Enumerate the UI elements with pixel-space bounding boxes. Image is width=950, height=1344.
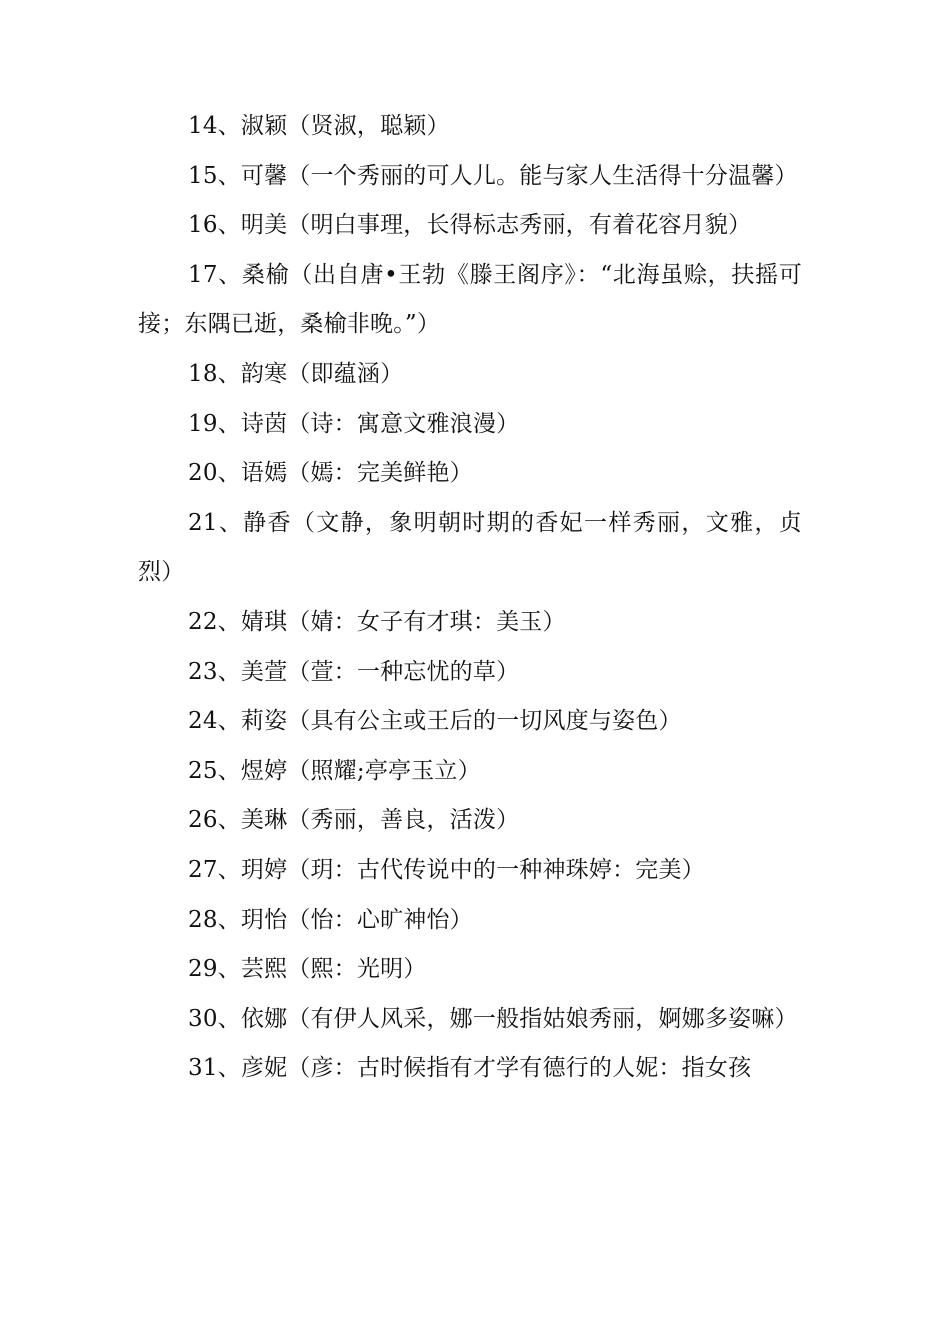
list-item-15: 15、可馨（一个秀丽的可人儿。能与家人生活得十分温馨） [188, 162, 798, 189]
list-item-26: 26、美琳（秀丽，善良，活泼） [188, 807, 520, 834]
list-item-14: 14、淑颖（贤淑，聪颖） [188, 113, 450, 139]
list-item-17: 17、桑榆（出自唐•王勃《滕王阁序》：“北海虽赊，扶摇可接；东隅已逝，桑榆非晚。”） [138, 261, 802, 338]
list-item-22: 22、婧琪（婧：女子有才琪：美玉） [188, 608, 566, 635]
list-item-27: 27、玥婷（玥：古代传说中的一种神珠婷：完美） [188, 856, 705, 883]
list-item-18: 18、韵寒（即蕴涵） [188, 360, 404, 387]
list-item-19: 19、诗茵（诗：寓意文雅浪漫） [188, 410, 520, 437]
document-page [138, 102, 802, 1094]
list-item-23: 23、美萱（萱：一种忘忧的草） [188, 658, 520, 685]
list-item-25: 25、煜婷（照耀;亭亭玉立） [188, 757, 481, 784]
list-item-30: 30、依娜（有伊人风采，娜一般指姑娘秀丽，婀娜多姿嘛） [188, 1005, 798, 1032]
list-item-28: 28、玥怡（怡：心旷神怡） [188, 906, 473, 933]
list-item-21: 21、静香（文静，象明朝时期的香妃一样秀丽，文雅，贞烈） [138, 509, 802, 586]
list-item-31: 31、彦妮（彦：古时候指有才学有德行的人妮：指女孩 [188, 1055, 752, 1082]
list-item-16: 16、明美（明白事理，长得标志秀丽，有着花容月貌） [188, 212, 752, 239]
list-item-24: 24、莉姿（具有公主或王后的一切风度与姿色） [188, 708, 682, 735]
list-item-29: 29、芸熙（熙：光明） [188, 956, 427, 983]
list-item-20: 20、语嫣（嫣：完美鲜艳） [188, 460, 473, 487]
